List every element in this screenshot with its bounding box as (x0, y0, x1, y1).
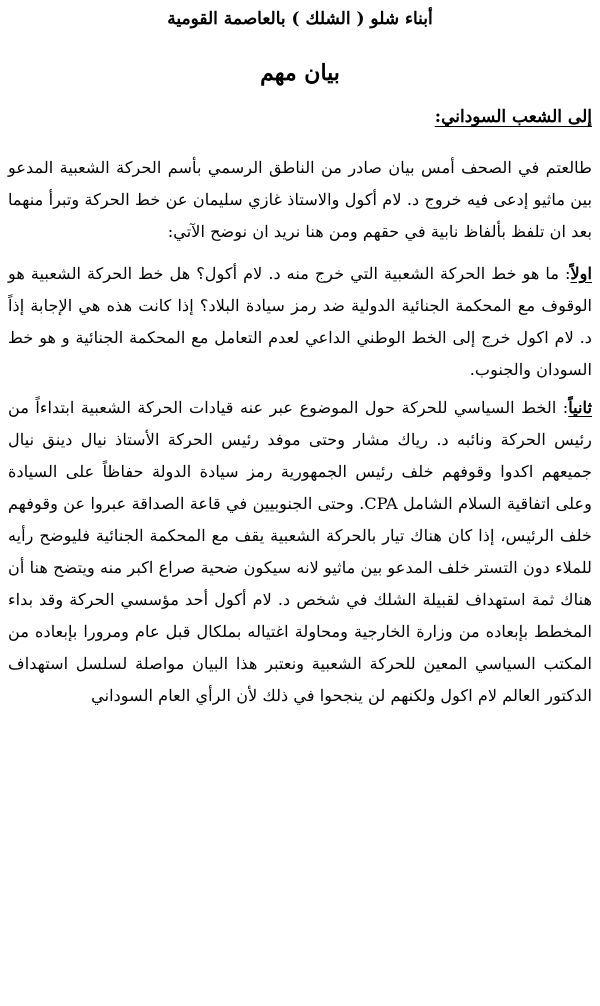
paragraph-intro (8, 152, 592, 248)
paragraph-second-point-text: : الخط السياسي للحركة حول الموضوع عبر عنه قيادات الحركة الشعبية ابتداءاً من رئيس الحركة ونائبه د. رياك مشار وحتى موفد رئيس الحركة الأستاذ نيال دينق نيال جميعهم اكدوا وقوفهم خلف رئيس الجمهورية رمز سيادة الدولة حفاظاً على السيادة وعلى اتفاقية السلام الشامل CPA. وحتى الجنوبيين في قاعة الصداقة عبروا عن وقوفهم خلف الرئيس، إذا كان هناك تيار بالحركة الشعبية يقف مع المحكمة الجنائية فليوضح رأيه للملاء دون التستر خلف المدعو بين ماثيو لانه سيكون ضحية صراع اكبر منه ويتضح هنا أن هناك ثمة استهداف لقبيلة الشلك في شخص د. لام أكول أحد مؤسسي الحركة وقد بداء المخطط بإبعاده من وزارة الخارجية ومحاولة اغتياله بملكال قبل عام ومرورا بإبعاده من المكتب السياسي المعين للحركة الشعبية ونعتبر هذا البيان مواصلة لسلسل استهداف الدكتور العالم لام اكول ولكنهم لن ينجحوا في ذلك لأن الرأي العام السوداني (8, 398, 592, 705)
paragraph-first-point-text: : ما هو خط الحركة الشعبية التي خرج منه د. لام أكول؟ هل خط الحركة الشعبية هو الوقوف مع المحكمة الجنائية الدولية ضد رمز سيادة البلاد؟ إذا كانت هذه هي الإجابة إذاً د. لام اكول خرج إلى الخط الوطني الداعي لعدم التعامل مع المحكمة الجنائية و هو خط السودان والجنوب. (8, 264, 592, 379)
paragraph-second-point-lead: ثانياً (568, 398, 592, 417)
document-addressee: إلى الشعب السوداني: (434, 107, 592, 127)
paragraph-first-point (8, 258, 592, 386)
document-title: بيان مهم (260, 60, 340, 86)
paragraph-second-point (8, 392, 592, 712)
document-header: أبناء شلو ( الشلك ) بالعاصمة القومية (167, 9, 433, 29)
paragraph-first-point-lead: اولاً (570, 264, 592, 283)
paragraph-intro-text: طالعتم في الصحف أمس بيان صادر من الناطق الرسمي بأسم الحركة الشعبية المدعو بين ماثيو إدعى فيه خروج د. لام أكول والاستاذ غازي سليمان عن خط الحركة وتبرأ منهما بعد ان تلفظ بألفاظ نابية في حقهم ومن هنا نريد ان نوضح الآتي: (8, 158, 592, 241)
